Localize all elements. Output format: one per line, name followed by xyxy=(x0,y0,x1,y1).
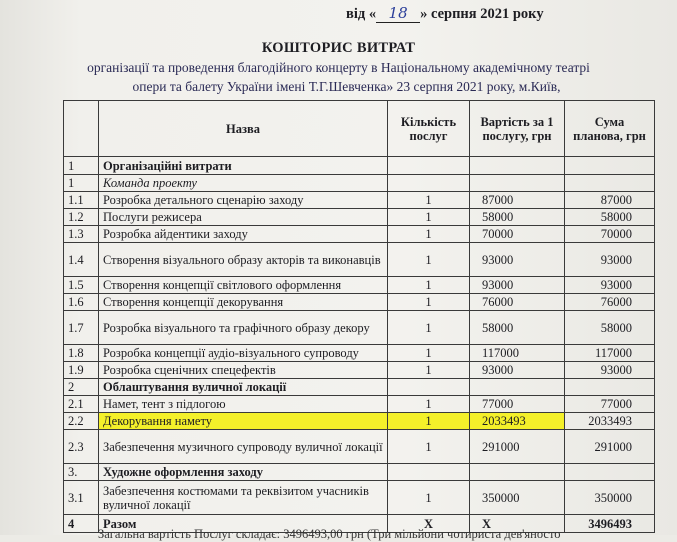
cell-num: 2.3 xyxy=(64,430,99,464)
cell-cost: 93000 xyxy=(470,243,565,277)
cell-qty: 1 xyxy=(388,192,470,209)
header-cost: Вартість за 1 послугу, грн xyxy=(470,101,565,157)
cell-cost: 87000 xyxy=(470,192,565,209)
cell-sum: 93000 xyxy=(565,362,655,379)
cell-cost: 117000 xyxy=(470,345,565,362)
cell-qty: 1 xyxy=(388,277,470,294)
cell-qty: 1 xyxy=(388,294,470,311)
date-suffix: » серпня 2021 року xyxy=(420,6,544,22)
cell-cost: 2033493 xyxy=(470,413,565,430)
table-row xyxy=(64,243,655,277)
cell-cost: 70000 xyxy=(470,226,565,243)
cell-sum: 2033493 xyxy=(565,413,655,430)
table-header-row xyxy=(64,101,655,157)
document-subtitle-line-1: організації та проведення благодійного концерту в Національному академічному театрі xyxy=(87,60,590,75)
estimate-table xyxy=(63,100,655,533)
cell-sum: 70000 xyxy=(565,226,655,243)
cell-name: Разом xyxy=(99,515,388,533)
header-name: Назва xyxy=(99,101,388,157)
cell-num: 1 xyxy=(64,175,99,192)
cell-name: Намет, тент з підлогою xyxy=(99,396,388,413)
cell-qty xyxy=(388,175,470,192)
cell-qty: X xyxy=(388,515,470,533)
table-row xyxy=(64,277,655,294)
cell-num: 1.1 xyxy=(64,192,99,209)
header-num xyxy=(64,101,99,157)
table-row xyxy=(64,226,655,243)
cell-qty xyxy=(388,379,470,396)
cell-cost: 93000 xyxy=(470,277,565,294)
cell-sum: 93000 xyxy=(565,243,655,277)
cell-name: Створення візуального образу акторів та виконавців xyxy=(99,243,388,277)
cell-sum: 117000 xyxy=(565,345,655,362)
cell-qty xyxy=(388,157,470,175)
table-row xyxy=(64,362,655,379)
cell-qty xyxy=(388,464,470,481)
cell-num: 1 xyxy=(64,157,99,175)
cell-qty: 1 xyxy=(388,226,470,243)
cell-sum xyxy=(565,379,655,396)
cell-cost: 58000 xyxy=(470,209,565,226)
cell-sum: 77000 xyxy=(565,396,655,413)
cell-cost: 76000 xyxy=(470,294,565,311)
cell-num: 2.1 xyxy=(64,396,99,413)
cell-qty: 1 xyxy=(388,430,470,464)
cell-cost: 58000 xyxy=(470,311,565,345)
table-row xyxy=(64,311,655,345)
cell-qty: 1 xyxy=(388,396,470,413)
table-row xyxy=(64,192,655,209)
table-row xyxy=(64,379,655,396)
cell-name: Створення концепції світлового оформлення xyxy=(99,277,388,294)
cell-cost: X xyxy=(470,515,565,533)
cell-cost xyxy=(470,464,565,481)
cell-cost: 93000 xyxy=(470,362,565,379)
cell-qty: 1 xyxy=(388,209,470,226)
header-sum: Сума планова, грн xyxy=(565,101,655,157)
document-title: КОШТОРИС ВИТРАТ xyxy=(261,40,416,56)
cell-name: Забезпечення музичного супроводу вуличної локації xyxy=(99,430,388,464)
cell-sum: 291000 xyxy=(565,430,655,464)
cell-cost: 77000 xyxy=(470,396,565,413)
cell-name: Розробка концепції аудіо-візуального супроводу xyxy=(99,345,388,362)
cell-qty: 1 xyxy=(388,243,470,277)
cell-qty: 1 xyxy=(388,481,470,515)
cell-name: Розробка айдентики заходу xyxy=(99,226,388,243)
cell-qty: 1 xyxy=(388,362,470,379)
cell-num: 1.2 xyxy=(64,209,99,226)
table-row xyxy=(64,209,655,226)
cell-sum xyxy=(565,157,655,175)
table-row xyxy=(64,413,655,430)
date-line xyxy=(346,4,544,23)
cell-num: 3. xyxy=(64,464,99,481)
cell-name: Послуги режисера xyxy=(99,209,388,226)
cell-sum: 3496493 xyxy=(565,515,655,533)
cell-num: 1.6 xyxy=(64,294,99,311)
cell-num: 1.3 xyxy=(64,226,99,243)
cell-cost xyxy=(470,175,565,192)
cell-cost xyxy=(470,157,565,175)
cell-name: Розробка візуального та графічного образу декору xyxy=(99,311,388,345)
cell-sum: 350000 xyxy=(565,481,655,515)
cell-num: 2.2 xyxy=(64,413,99,430)
cell-sum: 58000 xyxy=(565,311,655,345)
table-row xyxy=(64,175,655,192)
table-row xyxy=(64,481,655,515)
cell-name: Розробка детального сценарію заходу xyxy=(99,192,388,209)
cell-sum xyxy=(565,464,655,481)
header-qty: Кількість послуг xyxy=(388,101,470,157)
cell-name: Команда проекту xyxy=(99,175,388,192)
date-day-handwritten: 18 xyxy=(376,4,420,23)
cell-num: 4 xyxy=(64,515,99,533)
cell-name: Створення концепції декорування xyxy=(99,294,388,311)
document-subtitle-line-2: опери та балету України імені Т.Г.Шевченка» 23 серпня 2021 року, м.Київ, xyxy=(132,79,561,94)
cell-sum: 58000 xyxy=(565,209,655,226)
cell-num: 1.8 xyxy=(64,345,99,362)
table-row xyxy=(64,157,655,175)
cell-name: Художне оформлення заходу xyxy=(99,464,388,481)
cell-sum: 76000 xyxy=(565,294,655,311)
cell-num: 1.4 xyxy=(64,243,99,277)
cell-name: Декорування намету xyxy=(99,413,388,430)
cell-cost: 291000 xyxy=(470,430,565,464)
cell-qty: 1 xyxy=(388,345,470,362)
cell-sum xyxy=(565,175,655,192)
table-row xyxy=(64,464,655,481)
cell-num: 3.1 xyxy=(64,481,99,515)
cell-name: Розробка сценічних спецефектів xyxy=(99,362,388,379)
table-row xyxy=(64,430,655,464)
cell-sum: 87000 xyxy=(565,192,655,209)
table-row xyxy=(64,345,655,362)
table-row xyxy=(64,396,655,413)
cell-qty: 1 xyxy=(388,311,470,345)
cell-name: Облаштування вуличної локації xyxy=(99,379,388,396)
cell-num: 1.7 xyxy=(64,311,99,345)
footer-text: Загальна вартість Послуг складає: 3496493,00 грн (Три мільйони чотириста дев'яносто xyxy=(98,527,561,541)
date-prefix: від « xyxy=(346,6,377,22)
cell-sum: 93000 xyxy=(565,277,655,294)
cell-cost: 350000 xyxy=(470,481,565,515)
table-row xyxy=(64,294,655,311)
cell-qty: 1 xyxy=(388,413,470,430)
cell-name: Забезпечення костюмами та реквізитом учасників вуличної локації xyxy=(99,481,388,515)
cell-num: 1.9 xyxy=(64,362,99,379)
cell-cost xyxy=(470,379,565,396)
cell-num: 1.5 xyxy=(64,277,99,294)
cell-name: Організаційні витрати xyxy=(99,157,388,175)
cell-num: 2 xyxy=(64,379,99,396)
